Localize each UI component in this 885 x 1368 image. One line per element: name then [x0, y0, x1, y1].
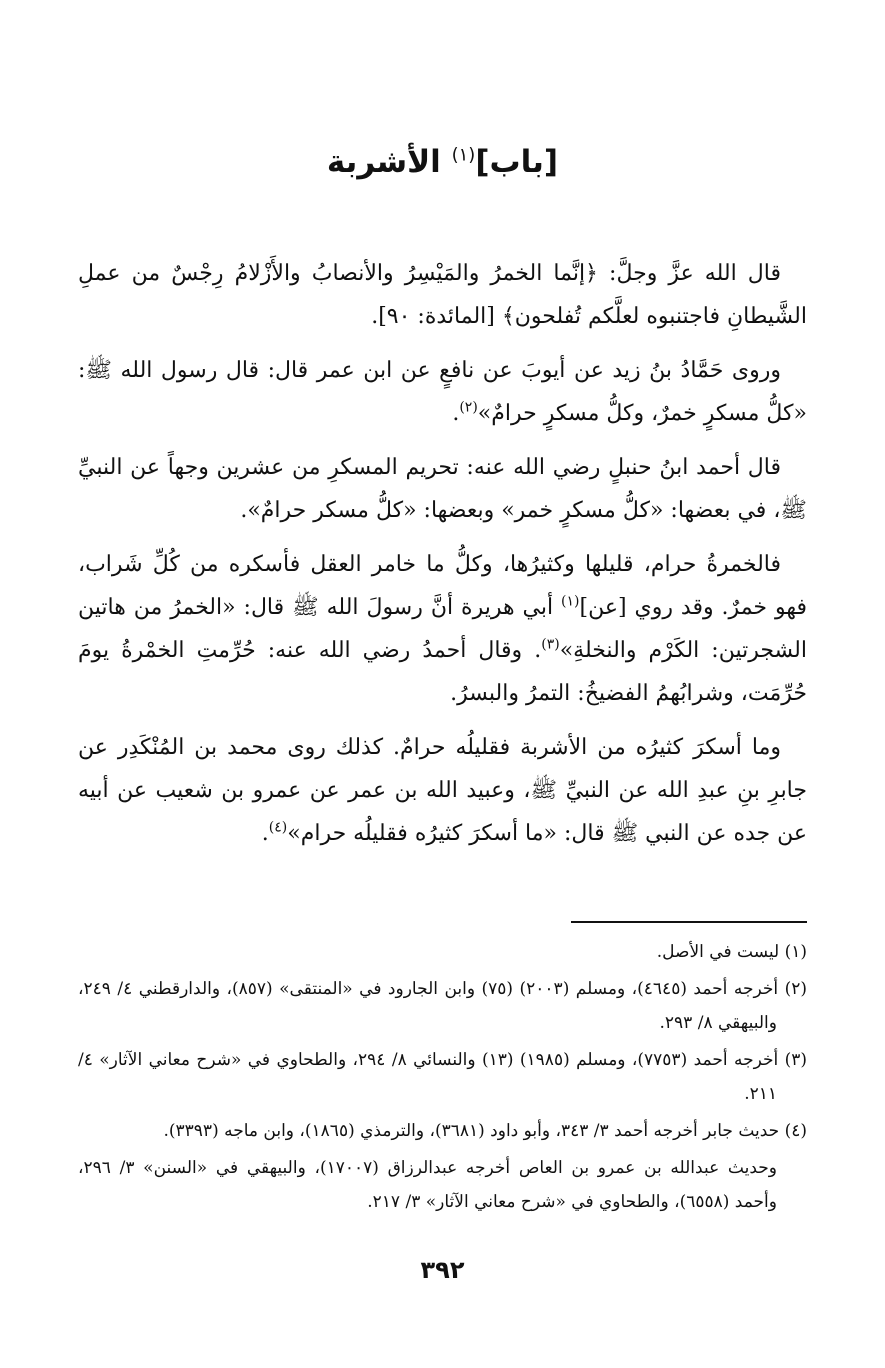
paragraph-text: فالخمرةُ حرام، قليلها وكثيرُها، وكلُّ ما خامر العقل فأسكره من كُلِّ شَراب، فهو خمرٌ. وقد روي [عن] — [78, 552, 807, 620]
chapter-title-text: الأشربة — [326, 144, 441, 180]
paragraph-text: أبي هريرة أنَّ رسولَ الله ﷺ قال: «الخمرُ من هاتين الشجرتين: الكَرْم والنخلةِ» — [78, 595, 807, 663]
paragraph-text: قال أحمد ابنُ حنبلٍ رضي الله عنه: تحريم المسكرِ من عشرين وجهاً عن النبيِّ ﷺ، في بعضها: «كلُّ مسكرٍ خمر» وبعضها: «كلُّ مسكر حرامٌ». — [78, 455, 807, 523]
footnote-marker: (٣) — [541, 636, 560, 653]
paragraph-khamr-ruling — [78, 543, 807, 715]
title-footnote-marker: (١) — [451, 144, 476, 166]
footnote-item: (٣) أخرجه أحمد (٧٧٥٣)، ومسلم (١٩٨٥) (١٣) والنسائي ٨/ ٢٩٤، والطحاوي في «شرح معاني الآثار» ٤/ ٢١١. — [78, 1050, 807, 1104]
paragraph-tail: . — [452, 401, 460, 426]
paragraph-hadith-ibn-umar — [78, 349, 807, 435]
chapter-title — [0, 140, 885, 184]
footnote-marker: (٤) — [268, 819, 288, 836]
paragraph-tail: . — [261, 821, 269, 846]
paragraph-ahmad-ibn-hanbal — [78, 446, 807, 532]
paragraph-text: وما أسكرَ كثيرُه من الأشربة فقليلُه حرامٌ. كذلك روى محمد بن المُنْكَدِر عن جابرِ بنِ عبدِ الله عن النبيِّ ﷺ، وعبيد الله بن عمر عن عمرو بن شعيب عن أبيه عن جده عن النبي ﷺ قال: «ما أسكرَ كثيرُه فقليلُه حرام» — [78, 735, 807, 846]
paragraph-quran-verse — [78, 252, 807, 338]
chapter-title-bracket: [باب] — [475, 144, 559, 180]
footnote-item: (١) ليست في الأصل. — [656, 942, 807, 962]
footnote-item: وحديث عبدالله بن عمرو بن العاص أخرجه عبدالرزاق (١٧٠٠٧)، والبيهقي في «السنن» ٣/ ٢٩٦، وأحمد (٦٥٥٨)، والطحاوي في «شرح معاني الآثار» ٣/ ٢١٧. — [78, 1158, 777, 1212]
footnote-divider — [571, 921, 807, 923]
footnote-marker: (٢) — [459, 399, 478, 416]
footnotes — [78, 935, 807, 1222]
footnote-marker: (١) — [561, 593, 580, 610]
paragraph-text: وروى حَمَّادُ بنُ زيد عن أيوبَ عن نافعٍ عن ابن عمر قال: قال رسول الله ﷺ: «كلُّ مسكرٍ خمرٌ، وكلُّ مسكرٍ حرامٌ» — [78, 358, 807, 426]
footnote-item: (٢) أخرجه أحمد (٤٦٤٥)، ومسلم (٢٠٠٣) (٧٥) وابن الجارود في «المنتقى» (٨٥٧)، والدارقطني ٤/ ٢٤٩، والبيهقي ٨/ ٢٩٣. — [78, 979, 807, 1033]
paragraph-text: قال الله عزَّ وجلَّ: ﴿إنَّما الخمرُ والمَيْسِرُ والأنصابُ والأَزْلامُ رِجْسٌ من عملِ الشَّيطانِ فاجتنبوه لعلَّكم تُفلحون﴾ [المائدة: ٩٠]. — [78, 261, 807, 329]
main-text — [78, 252, 807, 866]
footnote-item: (٤) حديث جابر أخرجه أحمد ٣/ ٣٤٣، وأبو داود (٣٦٨١)، والترمذي (١٨٦٥)، وابن ماجه (٣٣٩٣). — [163, 1121, 807, 1141]
paragraph-text: . وقال أحمدُ رضي الله عنه: حُرِّمتِ الخمْرةُ يومَ حُرِّمَت، وشرابُهمُ الفضيخُ: التمرُ والبسرُ. — [78, 638, 807, 706]
paragraph-small-amount — [78, 726, 807, 855]
page-number: ٣٩٢ — [420, 1256, 465, 1284]
